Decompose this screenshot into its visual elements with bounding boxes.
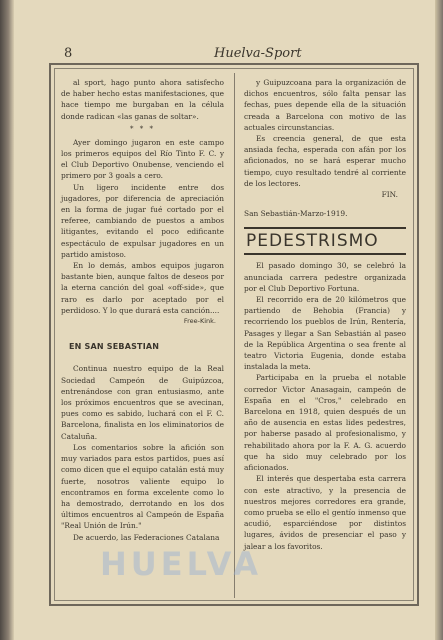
author-signature: Free-Kink. — [183, 317, 216, 326]
column-divider — [234, 73, 235, 598]
right-column — [244, 77, 406, 552]
paragraph: En lo demás, ambos equipos jugaron bastante bien, aunque faltos de deseos por la eterna canción del goal «off-side», que raro es darlo por aceptado por el perdidoso. Y lo que durará esta canción.... — [61, 261, 224, 315]
heading-rule-bottom — [244, 253, 406, 255]
section-heading: PEDESTRISMO — [246, 231, 379, 252]
paragraph: Continua nuestro equipo de la Real Sociedad Campeón de Guipúzcoa, entrenándose con gran entusiasmo, ante los próximos encuentros que se avecinan, pues como es sabido, luchará con el F. C. Barcelona, finalista en los eliminatorios de Cataluña. — [61, 364, 224, 441]
paragraph: De acuerdo, las Federaciones Catalana — [73, 532, 220, 542]
page-header — [64, 46, 414, 62]
paragraph: Un ligero incidente entre dos jugadores, por diferencia de apreciación en la forma de jugar fué cortado por el referee, cambiando de puestos a ambos litigantes, evitando el poco edificante espectáculo de expulsar jugadores en un partido amistoso. — [61, 182, 224, 259]
page-edge — [435, 0, 443, 640]
paragraph: al sport, hago punto ahora satisfecho de haber hecho estas manifestaciones, que hace tiempo me burgaban en la célula donde radican «las ganas de soltar». — [61, 78, 224, 121]
paragraph: Participaba en la prueba el notable corredor Victor Anasagain, campeón de España en el "Cros," celebrado en Barcelona en 1918, quien después de un año de ausencia en estas lides pedestres, por haberse pasado al profesionalismo, y rehabilitado ahora por la F. A. G. acuerdo que ha sido muy celebrado por los aficionados. — [244, 373, 406, 473]
dateline: San Sebastián-Marzo-1919. — [244, 209, 348, 219]
paragraph: Los comentarios sobre la afición son muy variados para estos partidos, pues así como dicen que el equipo catalán está muy fuerte, nosotros valiente equipo lo encontramos en forma excelente como lo ha demostrado, derrotando en los dos últimos encuentros al Campeón de España "Real Unión de Irún." — [61, 442, 224, 531]
section-separator: * * * — [130, 124, 155, 133]
paragraph: El pasado domingo 30, se celebró la anunciada carrera pedestre organizada por el Club Deportivo Fortuna. — [244, 261, 406, 293]
magazine-title: Huelva-Sport — [214, 46, 302, 61]
page-frame — [49, 63, 419, 606]
book-spine — [0, 0, 14, 640]
paragraph: Ayer domingo jugaron en este campo los primeros equipos del Río Tinto F. C. y el Club Deportivo Onubense, venciendo el primero por 3 goals a cero. — [61, 137, 224, 181]
article-end-mark: FIN. — [381, 190, 398, 200]
paragraph: Es creencia general, de que esta ansiada fecha, esperada con afán por los aficionados, no se hará esperar mucho tiempo, cuyo resultado tendré al corriente de los lectores. — [244, 134, 406, 188]
paragraph: El interés que despertaba esta carrera con este atractivo, y la presencia de nuestros mejores corredores era grande, como prueba se ello el gentío inmenso que acudió, esparciéndose por distintos lugares, ávidos de presenciar el paso y jalear a los favoritos. — [244, 474, 406, 551]
section-heading: EN SAN SEBASTIAN — [69, 342, 160, 352]
left-column — [61, 77, 224, 543]
paragraph: y Guipuzcoana para la organización de dichos encuentros, sólo falta pensar las fechas, pues depende ella de la situación creada a Barcelona con motivo de las actuales circunstancias. — [244, 78, 406, 132]
page-number: 8 — [64, 46, 73, 61]
paragraph: El recorrido era de 20 kilómetros que partiendo de Behobia (Francia) y recorriendo los pueblos de Irún, Rentería, Pasages y llegar a San Sebastián al paseo de la República Argentina o sea frente al teatro Victoria Eugenia, donde estaba instalada la meta. — [244, 295, 406, 372]
library-watermark: HUELVA — [100, 545, 262, 583]
